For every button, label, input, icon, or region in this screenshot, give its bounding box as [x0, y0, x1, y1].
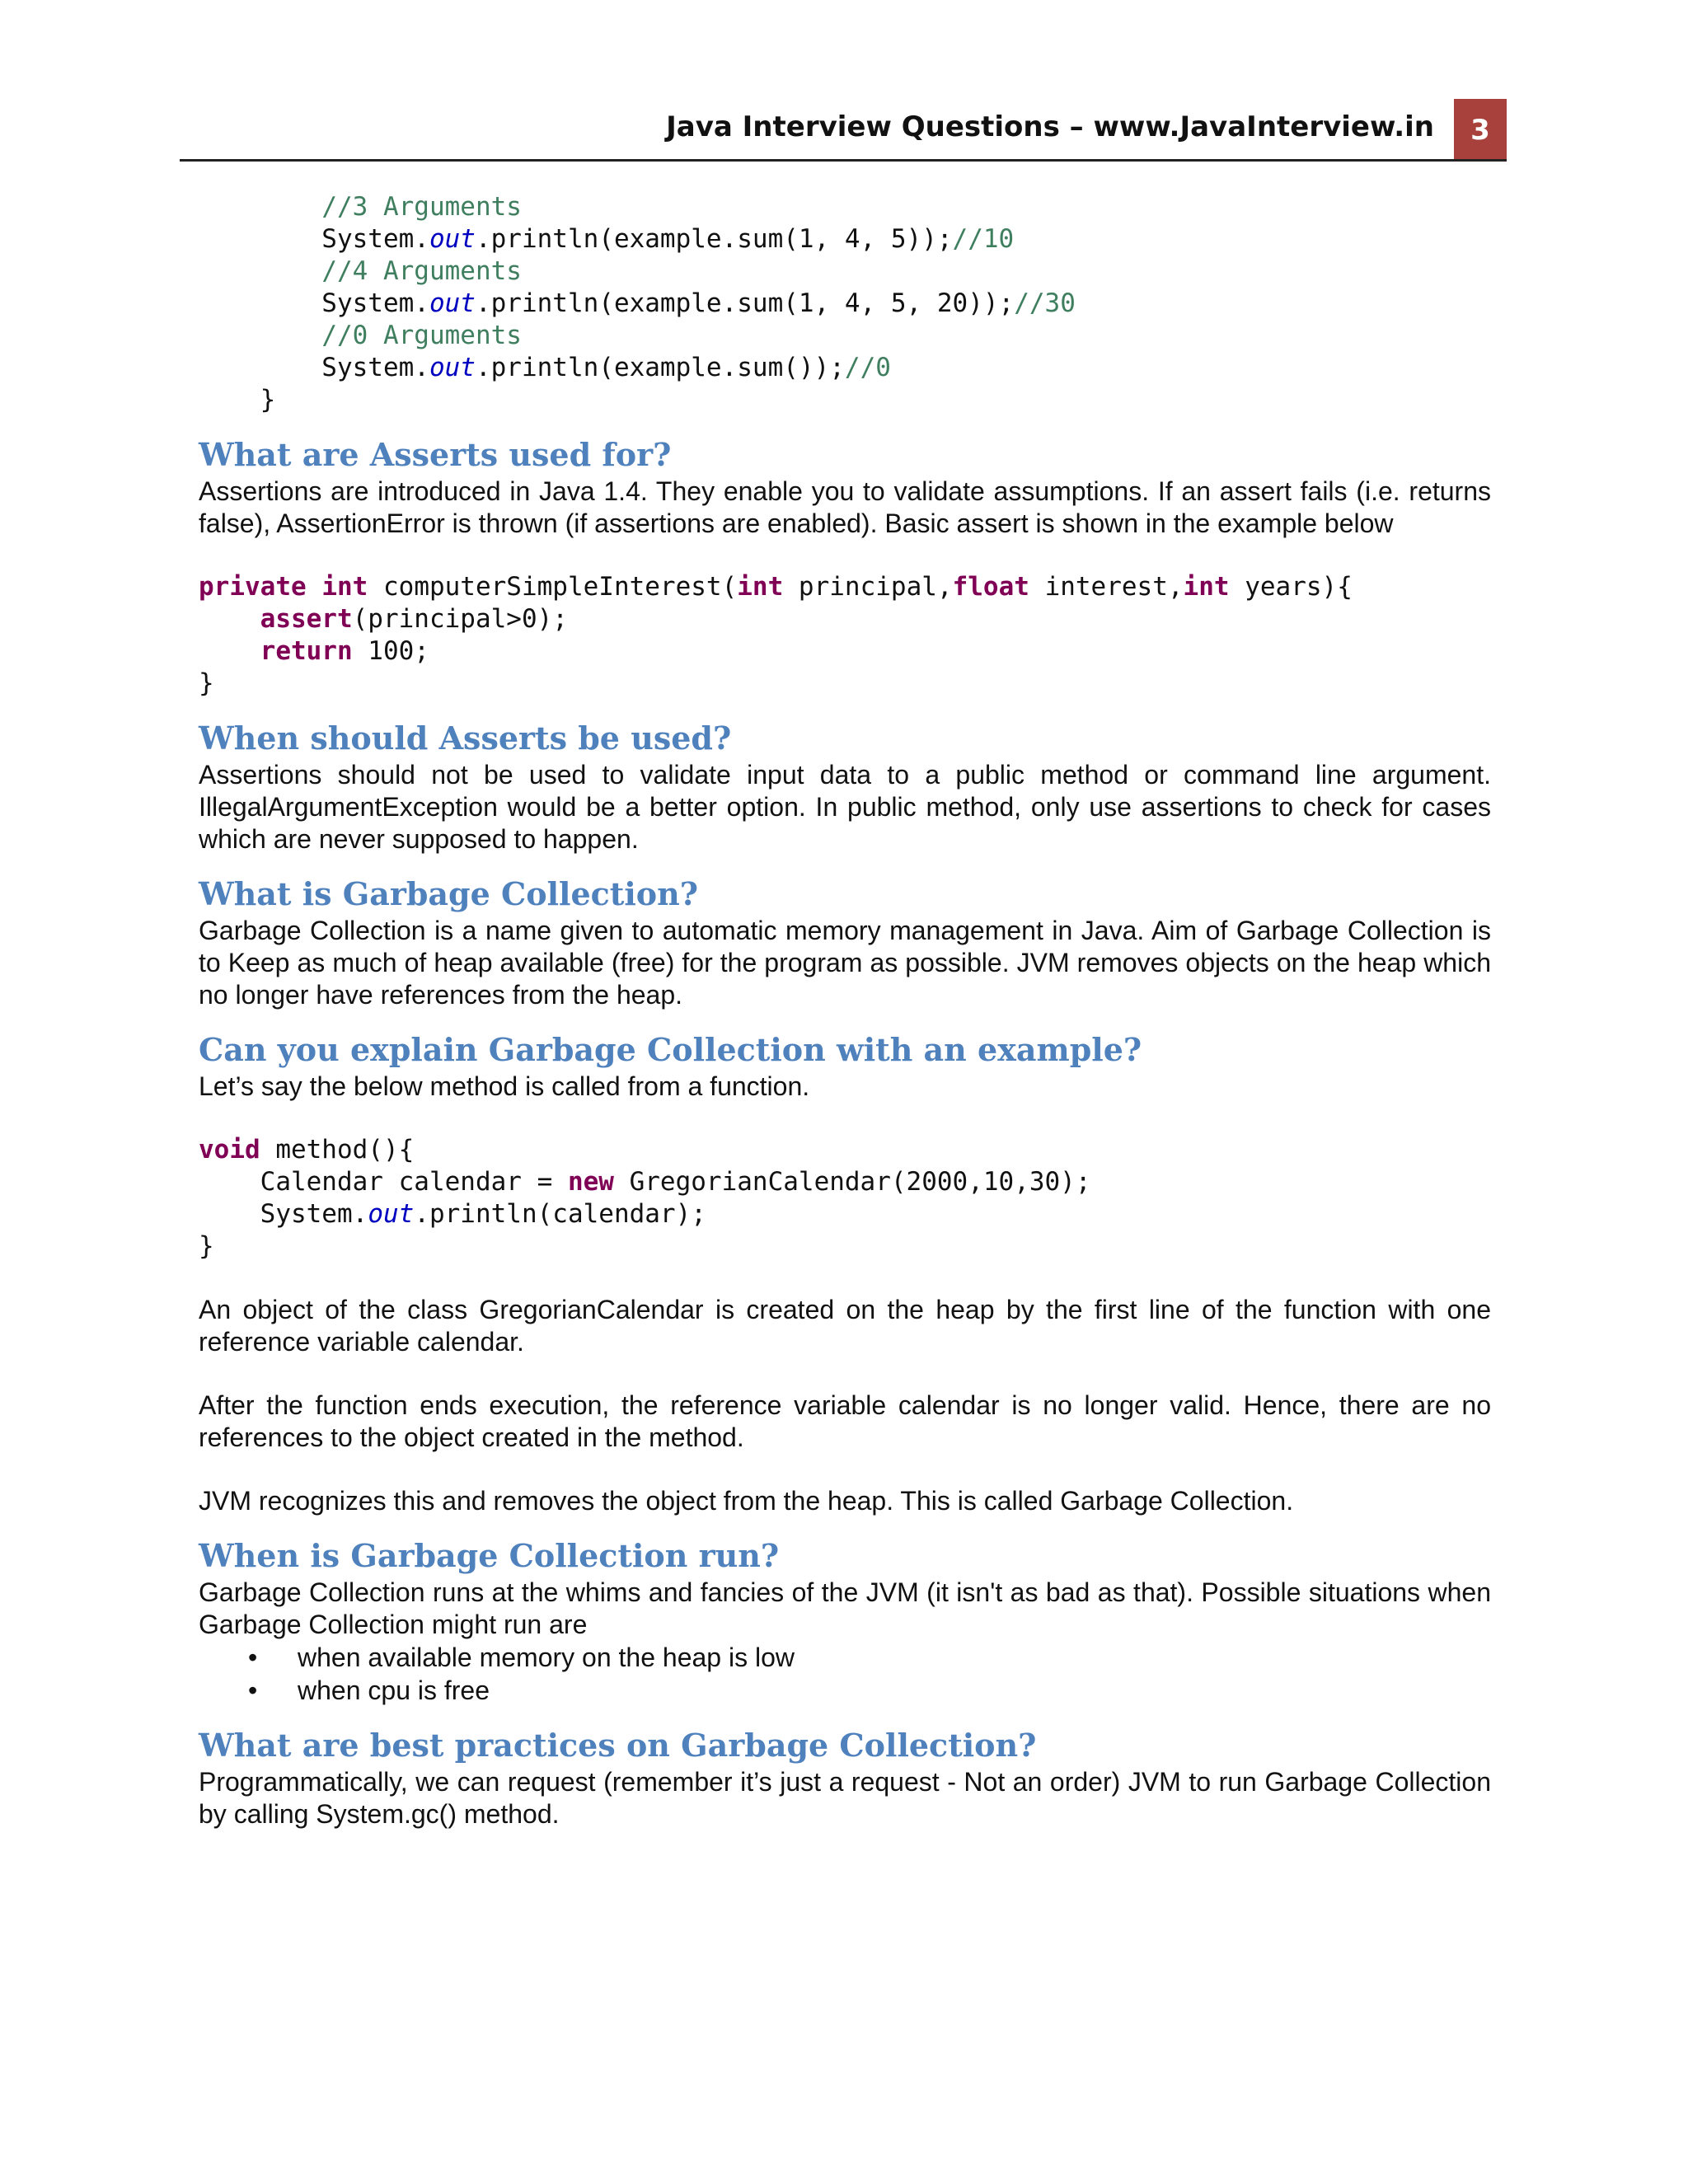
gc-example-paragraph-object: An object of the class GregorianCalendar is created on the heap by the first line of the function with one reference variable calendar. [199, 1295, 1491, 1357]
gc-run-situations-list [199, 1641, 1491, 1707]
page-header [180, 99, 1507, 162]
when-gc-run-paragraph: Garbage Collection runs at the whims and fancies of the JVM (it isn't as bad as that). Possible situations when Garbage Collection might run are [199, 1577, 1491, 1639]
list-item: • when available memory on the heap is low [248, 1643, 795, 1672]
code-block-sum-example: //3 Arguments System.out.println(example.sum(1, 4, 5));//10 //4 Arguments System.out.println(example.sum(1, 4, 5, 20));//30 //0 Arguments System.out.println(example.sum());//0 } [260, 192, 1076, 415]
bullet-icon: • [248, 1643, 258, 1672]
heading-when-asserts-used: When should Asserts be used? [199, 719, 732, 757]
heading-what-is-gc: What is Garbage Collection? [199, 875, 699, 912]
heading-asserts-used-for: What are Asserts used for? [199, 436, 672, 473]
page-number-badge: 3 [1454, 99, 1507, 162]
bullet-icon: • [248, 1675, 258, 1705]
header-title: Java Interview Questions – www.JavaInterview.in [666, 110, 1434, 143]
heading-gc-best-practices: What are best practices on Garbage Collection? [199, 1727, 1037, 1764]
asserts-used-for-paragraph: Assertions are introduced in Java 1.4. They enable you to validate assumptions. If an assert fails (i.e. returns false), AssertionError is thrown (if assertions are enabled). Basic assert is shown in the example below [199, 476, 1491, 538]
code-block-assert-example: private int computerSimpleInterest(int principal,float interest,int years){ assert(principal>0); return 100; } [199, 572, 1353, 698]
gc-best-practices-paragraph: Programmatically, we can request (remember it’s just a request - Not an order) JVM to run Garbage Collection by calling System.gc() method. [199, 1767, 1491, 1829]
gc-example-paragraph-ends: After the function ends execution, the reference variable calendar is no longer valid. Hence, there are no references to the object created in the method. [199, 1390, 1491, 1452]
heading-when-gc-run: When is Garbage Collection run? [199, 1537, 780, 1574]
gc-example-intro: Let’s say the below method is called from a function. [199, 1071, 810, 1101]
code-block-calendar-example: void method(){ Calendar calendar = new GregorianCalendar(2000,10,30); System.out.println(calendar); } [199, 1135, 1091, 1261]
list-item: • when cpu is free [248, 1675, 490, 1705]
gc-example-paragraph-jvm: JVM recognizes this and removes the object from the heap. This is called Garbage Collection. [199, 1486, 1294, 1516]
header-rule [180, 159, 1507, 162]
heading-gc-example: Can you explain Garbage Collection with an example? [199, 1031, 1142, 1068]
page-content [199, 191, 1491, 1830]
when-asserts-used-paragraph: Assertions should not be used to validate input data to a public method or command line argument. IllegalArgumentException would be a better option. In public method, only use assertions to check for cases which are never supposed to happen. [199, 760, 1491, 854]
what-is-gc-paragraph: Garbage Collection is a name given to automatic memory management in Java. Aim of Garbage Collection is to Keep as much of heap available (free) for the program as possible. JVM removes objects on the heap which no longer have references from the heap. [199, 916, 1491, 1010]
